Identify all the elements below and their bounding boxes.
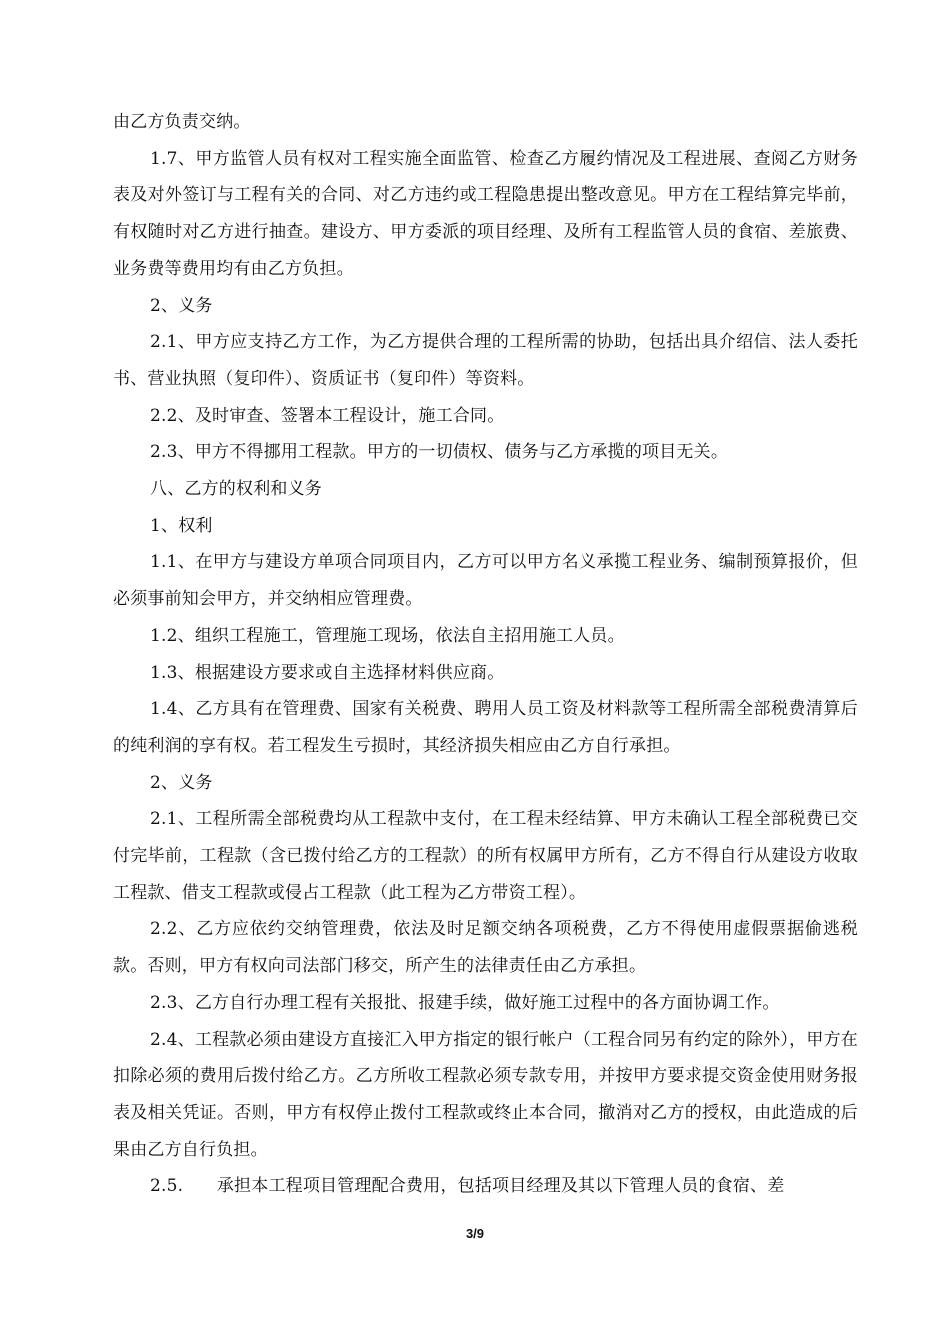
paragraph: 八、乙方的权利和义务 bbox=[150, 479, 322, 500]
paragraph: 2.3、甲方不得挪用工程款。甲方的一切债权、债务与乙方承揽的项目无关。 bbox=[150, 442, 729, 463]
page-number: 3/9 bbox=[465, 1226, 485, 1241]
paragraph: 2、义务 bbox=[150, 295, 213, 316]
paragraph: 2.2、及时审查、签署本工程设计，施工合同。 bbox=[150, 405, 505, 426]
document-body bbox=[113, 104, 858, 1205]
paragraph: 1.1、在甲方与建设方单项合同项目内，乙方可以甲方名义承揽工程业务、编制预算报价，但必须事前知会甲方，并交纳相应管理费。 bbox=[113, 552, 858, 610]
paragraph: 2.2、乙方应依约交纳管理费，依法及时足额交纳各项税费，乙方不得使用虚假票据偷逃税款。否则，甲方有权向司法部门移交，所产生的法律责任由乙方承担。 bbox=[113, 919, 858, 977]
paragraph: 1.7、甲方监管人员有权对工程实施全面监管、检查乙方履约情况及工程进展、查阅乙方财务表及对外签订与工程有关的合同、对乙方违约或工程隐患提出整改意见。甲方在工程结算完毕前，有权随时对乙方进行抽查。建设方、甲方委派的项目经理、及所有工程监管人员的食宿、差旅费、业务费等费用均有由乙方负担。 bbox=[113, 148, 858, 279]
paragraph: 1、权利 bbox=[150, 515, 213, 536]
paragraph: 1.3、根据建设方要求或自主选择材料供应商。 bbox=[150, 662, 505, 683]
paragraph: 2.1、工程所需全部税费均从工程款中支付，在工程未经结算、甲方未确认工程全部税费已交付完毕前，工程款（含已拨付给乙方的工程款）的所有权属甲方所有，乙方不得自行从建设方收取工程款、借支工程款或侵占工程款（此工程为乙方带资工程）。 bbox=[113, 809, 858, 903]
paragraph: 2、义务 bbox=[150, 772, 213, 793]
paragraph: 2.5. 承担本工程项目管理配合费用，包括项目经理及其以下管理人员的食宿、差 bbox=[150, 1176, 785, 1197]
paragraph: 1.4、乙方具有在管理费、国家有关税费、聘用人员工资及材料款等工程所需全部税费清算后的纯利润的享有权。若工程发生亏损时，其经济损失相应由乙方自行承担。 bbox=[113, 699, 858, 756]
paragraph: 2.4、工程款必须由建设方直接汇入甲方指定的银行帐户（工程合同另有约定的除外），甲方在扣除必须的费用后拨付给乙方。乙方所收工程款必须专款专用，并按甲方要求提交资金使用财务报表及相关凭证。否则，甲方有权停止拨付工程款或终止本合同，撤消对乙方的授权，由此造成的后果由乙方自行负担。 bbox=[113, 1029, 858, 1160]
paragraph: 2.3、乙方自行办理工程有关报批、报建手续，做好施工过程中的各方面协调工作。 bbox=[150, 992, 780, 1013]
paragraph: 1.2、组织工程施工，管理施工现场，依法自主招用施工人员。 bbox=[150, 625, 625, 646]
paragraph: 由乙方负责交纳。 bbox=[113, 112, 251, 132]
paragraph: 2.1、甲方应支持乙方工作，为乙方提供合理的工程所需的协助，包括出具介绍信、法人委托书、营业执照（复印件）、资质证书（复印件）等资料。 bbox=[113, 332, 858, 389]
